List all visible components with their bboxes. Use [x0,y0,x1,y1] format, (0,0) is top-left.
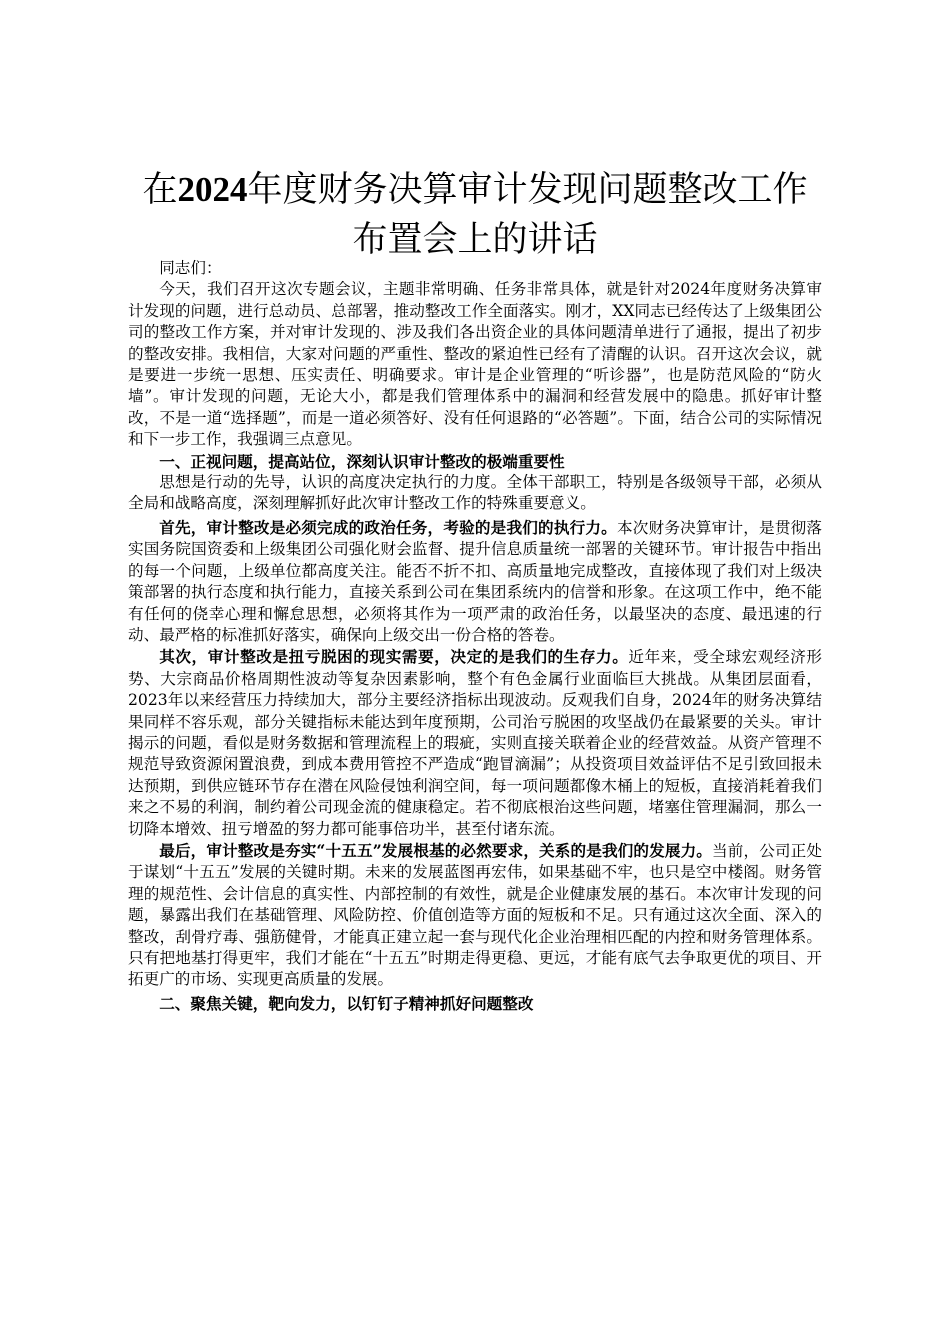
point-3-paragraph [128,840,822,991]
point-1-body: 本次财务决算审计，是贯彻落实国务院国资委和上级集团公司强化财会监督、提升信息质量统一部署的关键环节。审计报告中指出的每一个问题，上级单位都高度关注。能否不折不扣、高质量地完成整改，直接体现了我们对上级决策部署的执行态度和执行能力，直接关系到公司在集团系统内的信誉和形象。在这项工作中，绝不能有任何的侥幸心理和懈怠思想，必须将其作为一项严肃的政治任务，以最坚决的态度、最迅速的行动、最严格的标准抓好落实，确保向上级交出一份合格的答卷。 [128,518,822,644]
point-2-lead: 其次，审计整改是扭亏脱困的现实需要，决定的是我们的生存力。 [159,647,629,667]
point-2-paragraph [128,646,822,840]
salutation: 同志们： [159,259,222,277]
point-3-body: 当前，公司正处于谋划“十五五”发展的关键时期。未来的发展蓝图再宏伟，如果基础不牢，也只是空中楼阁。财务管理的规范性、会计信息的真实性、内部控制的有效性，就是企业健康发展的基石。本次审计发现的问题，暴露出我们在基础管理、风险防控、价值创造等方面的短板和不足。只有通过这次全面、深入的整改，刮骨疗毒、强筋健骨，才能真正建立起一套与现代化企业治理相匹配的内控和财务管理体系。只有把地基打得更牢，我们才能在“十五五”时期走得更稳、更远，才能有底气去争取更优的项目、开拓更广的市场、实现更高质量的发展。 [128,841,822,989]
section-2-heading: 二、聚焦关键，靶向发力，以钉钉子精神抓好问题整改 [159,993,534,1013]
point-3-lead: 最后，审计整改是夯实“十五五”发展根基的必然要求，关系的是我们的发展力。 [159,840,713,860]
title-line1-rest: 年度财务决算审计发现问题整改工作 [247,170,808,210]
section-1-intro-paragraph: 思想是行动的先导，认识的高度决定执行的力度。全体干部职工，特别是各级领导干部，必须从全局和战略高度，深刻理解抓好此次审计整改工作的特殊重要意义。 [128,473,822,513]
intro-paragraph: 今天，我们召开这次专题会议，主题非常明确、任务非常具体，就是针对2024年度财务决算审计发现的问题，进行总动员、总部署，推动整改工作全面落实。刚才，XX同志已经传达了上级集团公司的整改工作方案，并对审计发现的、涉及我们各出资企业的具体问题清单进行了通报，提出了初步的整改安排。我相信，大家对问题的严重性、整改的紧迫性已经有了清醒的认识。召开这次会议，就是要进一步统一思想、压实责任、明确要求。审计是企业管理的“听诊器”，也是防范风险的“防火墙”。审计发现的问题，无论大小，都是我们管理体系中的漏洞和经营发展中的隐患。抓好审计整改，不是一道“选择题”，而是一道必须答好、没有任何退路的“必答题”。下面，结合公司的实际情况和下一步工作，我强调三点意见。 [128,280,822,449]
point-1-lead: 首先，审计整改是必须完成的政治任务，考验的是我们的执行力。 [159,517,617,537]
document-title [100,165,850,265]
title-prefix: 在 [142,170,178,210]
title-line2: 布置会上的讲话 [352,220,598,260]
title-year: 2024 [177,170,248,209]
section-1-heading: 一、正视问题，提高站位，深刻认识审计整改的极端重要性 [159,451,565,471]
document-body [128,258,822,1014]
point-2-body: 近年来，受全球宏观经济形势、大宗商品价格周期性波动等复杂因素影响，整个有色金属行业面临巨大挑战。从集团层面看，2023年以来经营压力持续加大，部分主要经济指标出现波动。反观我们自身，2024年的财务决算结果同样不容乐观，部分关键指标未能达到年度预期，公司治亏脱困的攻坚战仍在最紧要的关头。审计揭示的问题，看似是财务数据和管理流程上的瑕疵，实则直接关联着企业的经营效益。从资产管理不规范导致资源闲置浪费，到成本费用管控不严造成“跑冒滴漏”；从投资项目效益评估不足引致回报未达预期，到供应链环节存在潜在风险侵蚀利润空间，每一项问题都像木桶上的短板，直接消耗着我们来之不易的利润，制约着公司现金流的健康稳定。若不彻底根治这些问题，堵塞住管理漏洞，那么一切降本增效、扭亏增盈的努力都可能事倍功半，甚至付诸东流。 [128,648,822,838]
point-1-paragraph [128,517,822,646]
